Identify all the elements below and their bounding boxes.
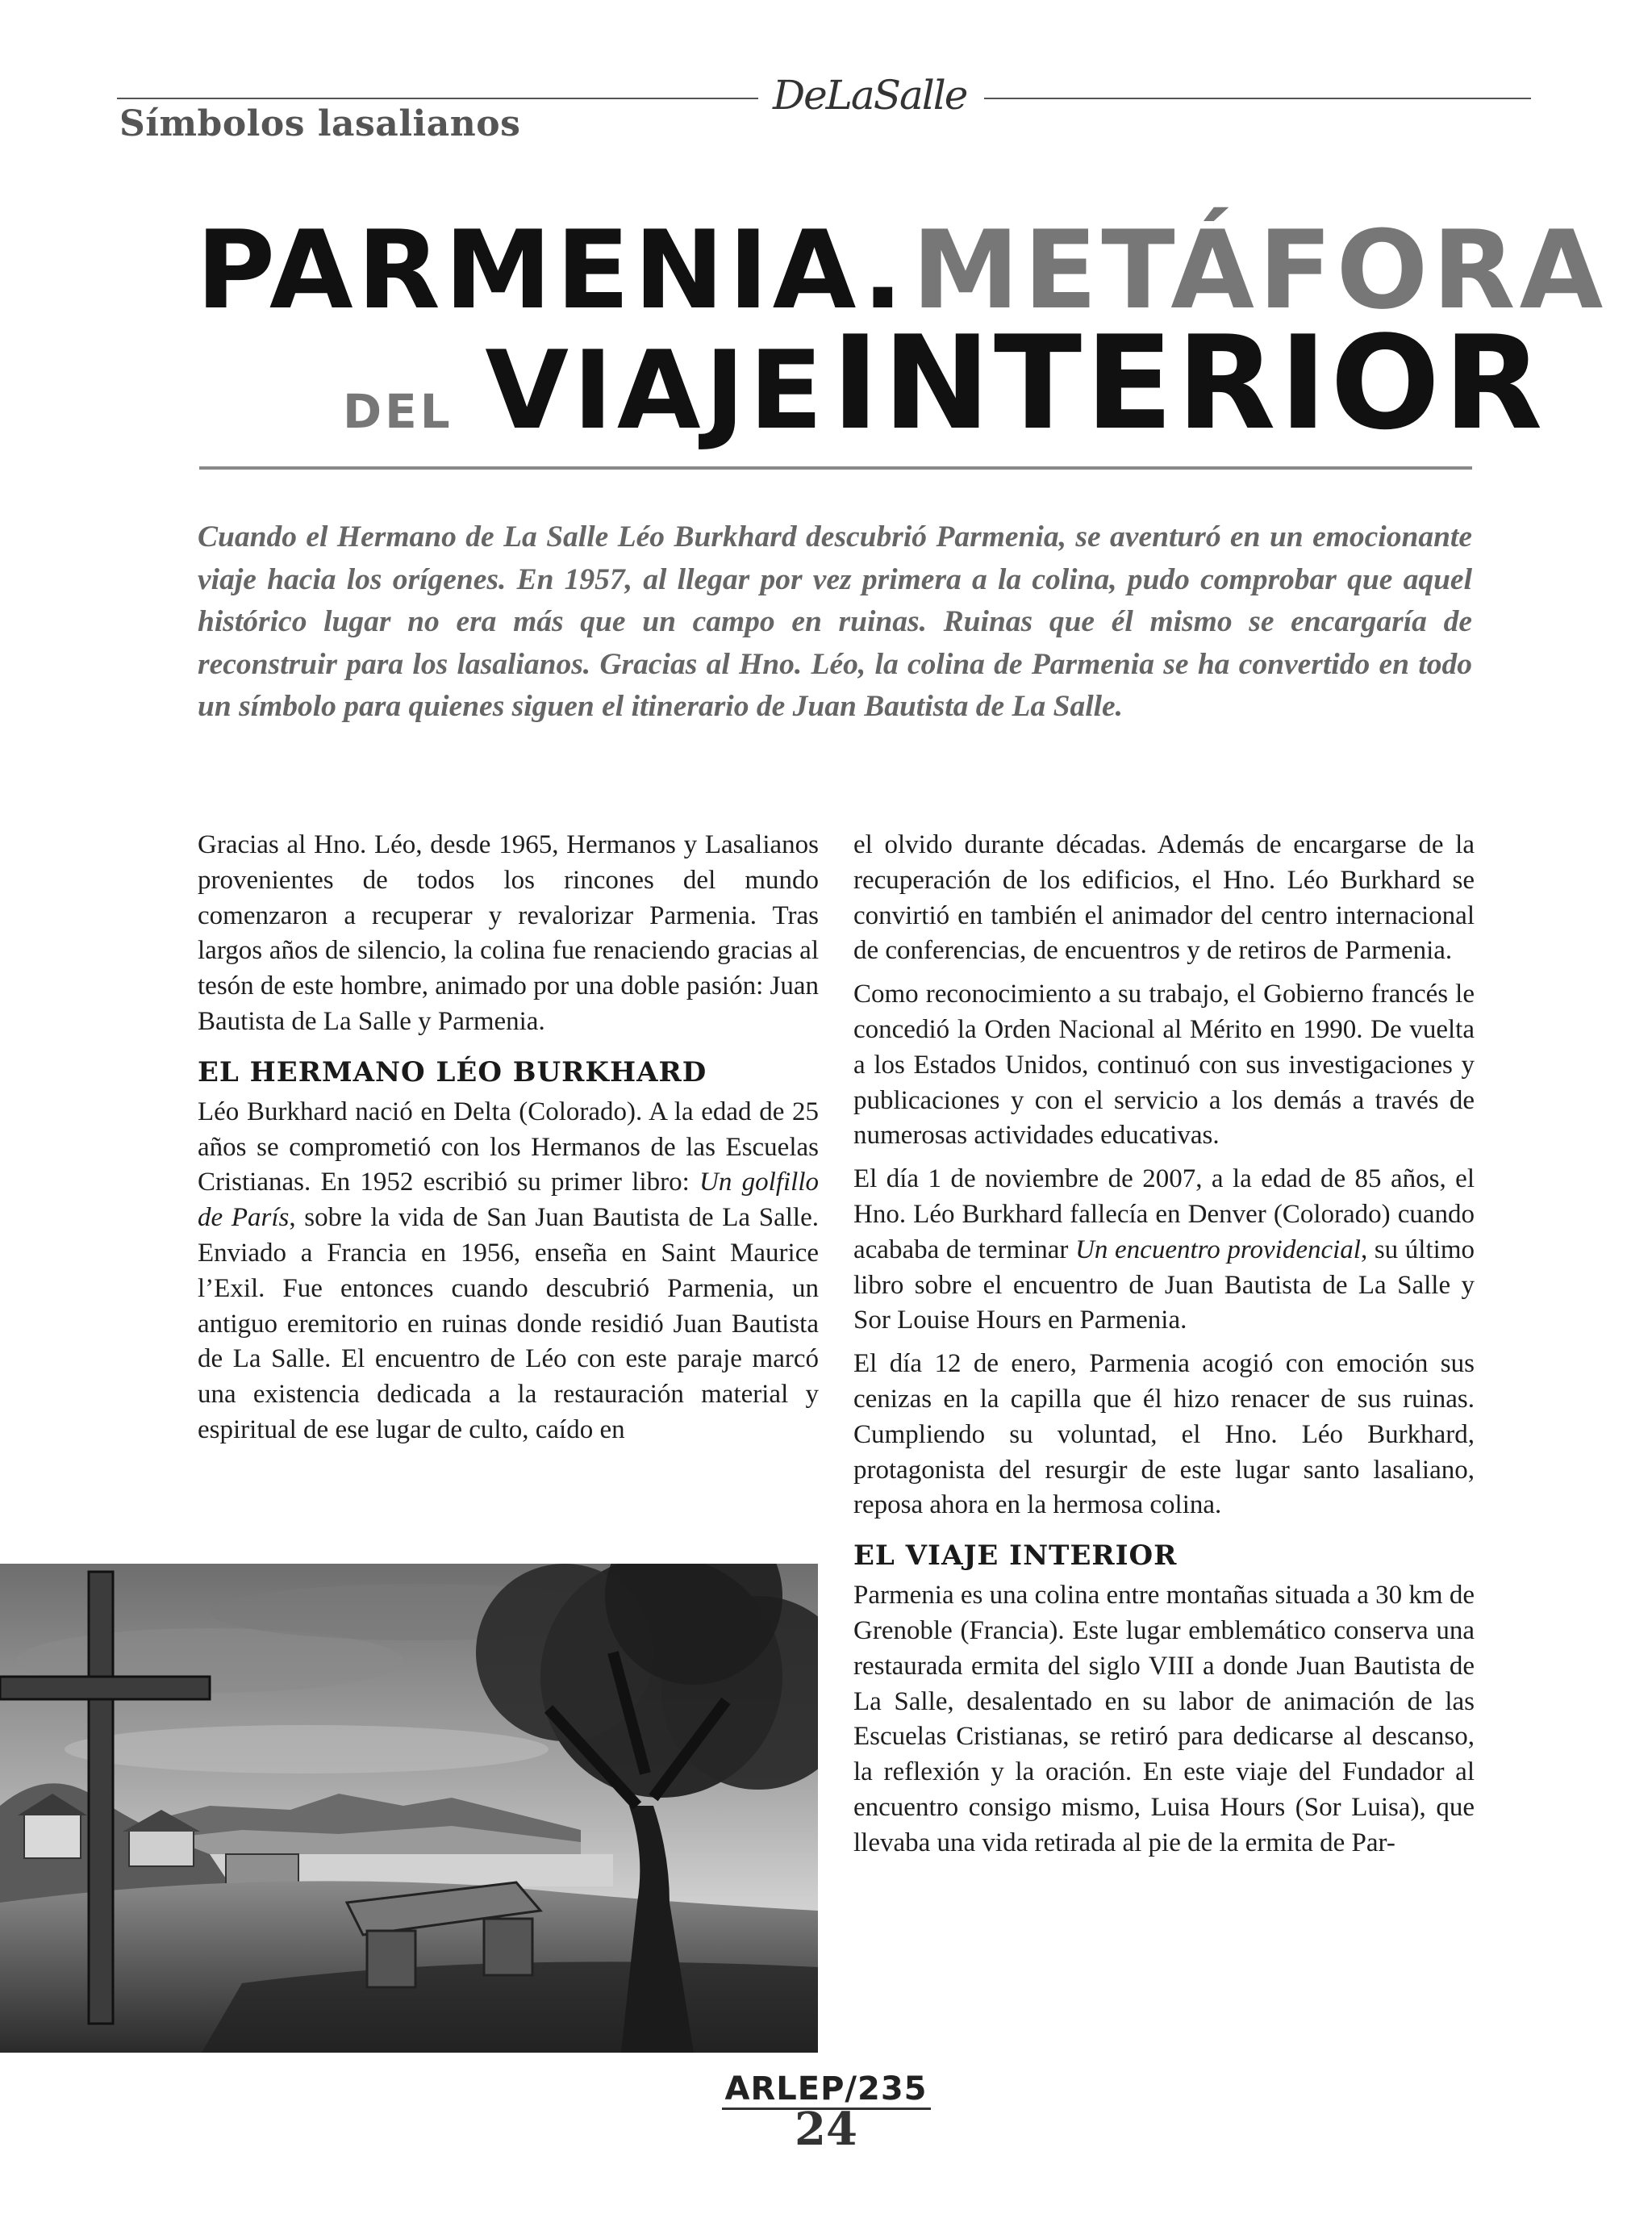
section-label: Símbolos lasalianos <box>119 103 521 144</box>
left-paragraph-1: Gracias al Hno. Léo, desde 1965, Hermanos y Lasalianos provenientes de todos los rincones del mundo comenzaron a recuperar y revalorizar Parmenia. Tras largos años de silencio, la colina fue renaciendo gracias al tesón de este hombre, animado por una doble pasión: Juan Bautista de La Salle y Parmenia. <box>198 830 819 1036</box>
right-paragraph-3-end: , su último libro sobre el encuentro de Juan Bautista de La Salle y Sor Louise Hours en Parmenia. <box>853 1234 1475 1335</box>
book-title-encuentro: Un encuentro providencial <box>1075 1234 1361 1264</box>
header-rule-right <box>984 98 1531 99</box>
left-paragraph-2-end: , sobre la vida de San Juan Bautista de La Salle. Enviado a Francia en 1956, enseña en Saint Maurice l’Exil. Fue entonces cuando descubrió Parmenia, un antiguo eremitorio en ruinas donde residió Juan Bautista de La Salle. El encuentro de Léo con este paraje marcó una existencia dedicada a la restauración material y espiritual de ese lugar de culto, caído en <box>198 1203 819 1444</box>
right-paragraph-1: el olvido durante décadas. Además de encargarse de la recuperación de los edificios, el Hno. Léo Burkhard se convirtió en también el animador del centro internacional de conferencias, de encuentros y de retiros de Parmenia. <box>853 830 1475 966</box>
header-rule-left <box>117 98 758 99</box>
title-rule <box>199 466 1472 470</box>
page-number: 24 <box>795 2103 857 2156</box>
title-word-del: DEL <box>343 384 453 439</box>
right-column <box>853 828 1475 1869</box>
book-title-golfillo: Un golfillo de París <box>198 1168 819 1233</box>
title-word-viaje: VIAJE <box>485 328 827 453</box>
title-word-metafora: METÁFORA <box>912 207 1608 333</box>
heading-hermano-leo: EL HERMANO LÉO BURKHARD <box>198 1055 707 1088</box>
left-column <box>198 828 819 1456</box>
de-la-salle-logo: DeLaSalle <box>773 72 967 119</box>
title-word-parmenia: PARMENIA. <box>196 207 907 333</box>
right-paragraph-2: Como reconocimiento a su trabajo, el Gobierno francés le concedió la Orden Nacional al Mérito en 1990. De vuelta a los Estados Unidos, continuó con sus investigaciones y publicaciones y con el servicio a los demás a través de numerosas actividades educativas. <box>853 980 1475 1151</box>
title-word-interior: INTERIOR <box>831 307 1546 458</box>
parmenia-photo-drawing <box>0 1564 818 2053</box>
intro-paragraph: Cuando el Hermano de La Salle Léo Burkhard descubrió Parmenia, se aventuró en un emocionante viaje hacia los orígenes. En 1957, al llegar por vez primera a la colina, pudo comprobar que aquel histórico lugar no era más que un campo en ruinas. Ruinas que él mismo se encargaría de reconstruir para los lasalianos. Gracias al Hno. Léo, la colina de Parmenia se ha convertido en todo un símbolo para quienes siguen el itinerario de Juan Bautista de La Salle. <box>198 520 1472 723</box>
right-paragraph-3-start: El día 1 de noviembre de 2007, a la edad de 85 años, el Hno. Léo Burkhard fallecía en Denver (Colorado) cuando acababa de terminar <box>853 1164 1475 1264</box>
parmenia-photo <box>0 1564 818 2053</box>
title-line-2 <box>343 307 1546 458</box>
left-paragraph-2 <box>198 1095 819 1448</box>
right-paragraph-5: Parmenia es una colina entre montañas situada a 30 km de Grenoble (Francia). Este lugar emblemático conserva una restaurada ermita del siglo VIII a donde Juan Bautista de La Salle, desalentado en su labor de animación de las Escuelas Cristianas, se retiró para dedicarse al descanso, la reflexión y la oración. En este viaje del Fundador al encuentro consigo mismo, Luisa Hours (Sor Luisa), que llevaba una vida retirada al pie de la ermita de Par- <box>853 1581 1475 1857</box>
right-paragraph-3 <box>853 1162 1475 1339</box>
left-paragraph-2-start: Léo Burkhard nació en Delta (Colorado). A la edad de 25 años se comprometió con los Hermanos de las Escuelas Cristianas. En 1952 escribió su primer libro: <box>198 1097 819 1197</box>
heading-viaje-interior: EL VIAJE INTERIOR <box>853 1539 1178 1573</box>
right-paragraph-4: El día 12 de enero, Parmenia acogió con emoción sus cenizas en la capilla que él hizo renacer de sus ruinas. Cumpliendo su voluntad, el Hno. Léo Burkhard, protagonista del resurgir de este lugar santo lasaliano, reposa ahora en la hermosa colina. <box>853 1349 1475 1520</box>
arlep-brand-text: ARLEP/235 <box>722 2070 931 2110</box>
